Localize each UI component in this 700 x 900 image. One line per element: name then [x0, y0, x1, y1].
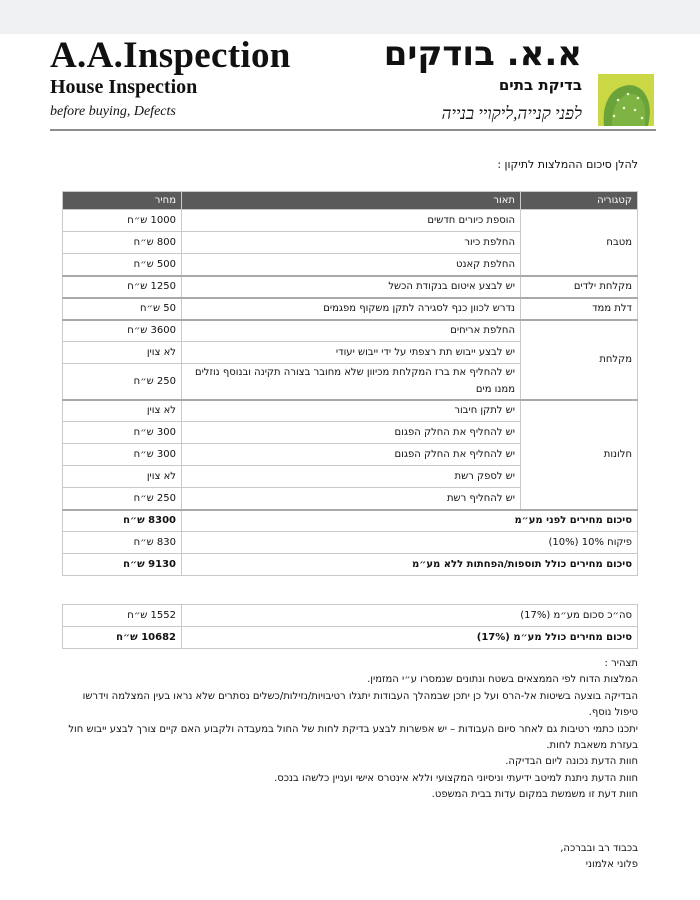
declaration-line: הבדיקה בוצעה בשיטות אל-הרס ועל כן יתכן שבמהלך העבודות יתגלו רטיבויות/נזילות/כשלים נסתרים שלא נראו בעין המצלמה וידרשו טיפול נוסף. — [82, 690, 638, 719]
summary-row — [63, 532, 638, 554]
description-cell: החלפת כיור — [182, 232, 521, 254]
description-cell: יש להחליף רשת — [182, 488, 521, 510]
cactus-logo-icon — [598, 74, 654, 126]
summary-row — [63, 510, 638, 532]
category-cell: מקלחת ילדים — [521, 276, 638, 298]
declaration-line: חוות דעת זו משמשת במקום עדות בבית המשפט. — [431, 789, 638, 801]
vat-label: סה״כ סכום מע״מ (17%) — [182, 605, 638, 627]
summary-row — [63, 554, 638, 576]
price-cell: 3600 ש״ח — [63, 320, 182, 342]
category-cell: דלת ממד — [521, 298, 638, 320]
signature-name: פלוני אלמוני — [585, 859, 638, 870]
description-cell: יש להחליף את החלק הפגום — [182, 422, 521, 444]
category-cell: מטבח — [521, 210, 638, 276]
summary-value: 9130 ש״ח — [63, 554, 182, 576]
description-cell: החלפת אריחים — [182, 320, 521, 342]
declaration-line: חוות הדעת ניתנת למיטב ידיעתי וניסיוני המקצועי וללא אינטרס אישי ועניין כלשהו בנכס. — [274, 772, 638, 784]
service-hebrew: בדיקת בתים — [498, 76, 582, 94]
summary-label: סיכום מחירים כולל תוספות/הפחתות ללא מע״מ — [182, 554, 638, 576]
price-cell: לא צוין — [63, 466, 182, 488]
summary-label: סיכום מחירים לפני מע״מ — [182, 510, 638, 532]
vat-value: 1552 ש״ח — [63, 605, 182, 627]
description-cell: החלפת קאנט — [182, 254, 521, 276]
table-row — [63, 210, 638, 232]
price-cell: 250 ש״ח — [63, 364, 182, 400]
tagline-hebrew: לפני קנייה,ליקויי בנייה — [441, 104, 582, 123]
column-header-category: קטגוריה — [521, 192, 638, 210]
tagline-english: before buying, Defects — [50, 104, 176, 119]
declaration-line: המלצות הדוח לפי הממצאים בשטח ונתונים שנמסרו ע״י המזמין. — [367, 674, 638, 686]
description-cell: יש להחליף את החלק הפגום — [182, 444, 521, 466]
price-cell: 800 ש״ח — [63, 232, 182, 254]
summary-value: 8300 ש״ח — [63, 510, 182, 532]
service-english: House Inspection — [50, 76, 198, 98]
price-cell: 300 ש״ח — [63, 422, 182, 444]
header-divider — [50, 129, 656, 131]
declaration-line: חוות הדעת נכונה ליום הבדיקה. — [505, 756, 638, 768]
signature-greeting: בכבוד רב ובברכה, — [560, 843, 638, 854]
table-row — [63, 298, 638, 320]
signature-block — [560, 841, 638, 873]
description-cell: יש להחליף את ברז המקלחת מכיוון שלא מחובר בצורה תקינה ובנוסף נוזלים ממנו מים — [182, 364, 521, 400]
declaration-title: תצהיר : — [604, 658, 638, 669]
description-cell: יש לבצע איטום בנקודת הכשל — [182, 276, 521, 298]
vat-total-value: 10682 ש״ח — [63, 627, 182, 649]
description-cell: נדרש לכוון כנף לסגירה לתקן משקוף מפגמים — [182, 298, 521, 320]
price-cell: לא צוין — [63, 400, 182, 422]
summary-value: 830 ש״ח — [63, 532, 182, 554]
price-cell: לא צוין — [63, 342, 182, 364]
declaration-line: יתכנו כתמי רטיבות גם לאחר סיום העבודות – יש אפשרות לבצע בדיקת לחות של החול במעבדה ולקבוע האם קיים צורך לבצע ייבוש חול בעזרת משאבת לחות. — [68, 723, 638, 752]
company-name-english: A.A.Inspection — [50, 35, 291, 76]
vat-row — [63, 605, 638, 627]
company-name-hebrew: א.א. בודקים — [383, 34, 582, 74]
description-cell: יש לבצע ייבוש תת רצפתי על ידי ייבוש יעודי — [182, 342, 521, 364]
table-row — [63, 320, 638, 342]
column-header-price: מחיר — [63, 192, 182, 210]
price-cell: 500 ש״ח — [63, 254, 182, 276]
category-cell: חלונות — [521, 400, 638, 510]
top-bar — [0, 0, 700, 34]
vat-table — [62, 604, 638, 649]
description-cell: הוספת כיורים חדשים — [182, 210, 521, 232]
table-row — [63, 276, 638, 298]
intro-text: להלן סיכום ההמלצות לתיקון : — [497, 158, 638, 171]
price-cell: 50 ש״ח — [63, 298, 182, 320]
vat-total-label: סיכום מחירים כולל מע״מ (17%) — [182, 627, 638, 649]
category-cell: מקלחת — [521, 320, 638, 400]
table-row — [63, 400, 638, 422]
summary-label: פיקוח 10% (10%) — [182, 532, 638, 554]
vat-total-row — [63, 627, 638, 649]
price-cell: 250 ש״ח — [63, 488, 182, 510]
price-cell: 1000 ש״ח — [63, 210, 182, 232]
table-header-row — [63, 192, 638, 210]
column-header-description: תאור — [182, 192, 521, 210]
price-cell: 300 ש״ח — [63, 444, 182, 466]
price-cell: 1250 ש״ח — [63, 276, 182, 298]
description-cell: יש לספק רשת — [182, 466, 521, 488]
declaration-section — [58, 656, 638, 804]
description-cell: יש לתקן חיבור — [182, 400, 521, 422]
recommendations-table — [62, 191, 638, 576]
